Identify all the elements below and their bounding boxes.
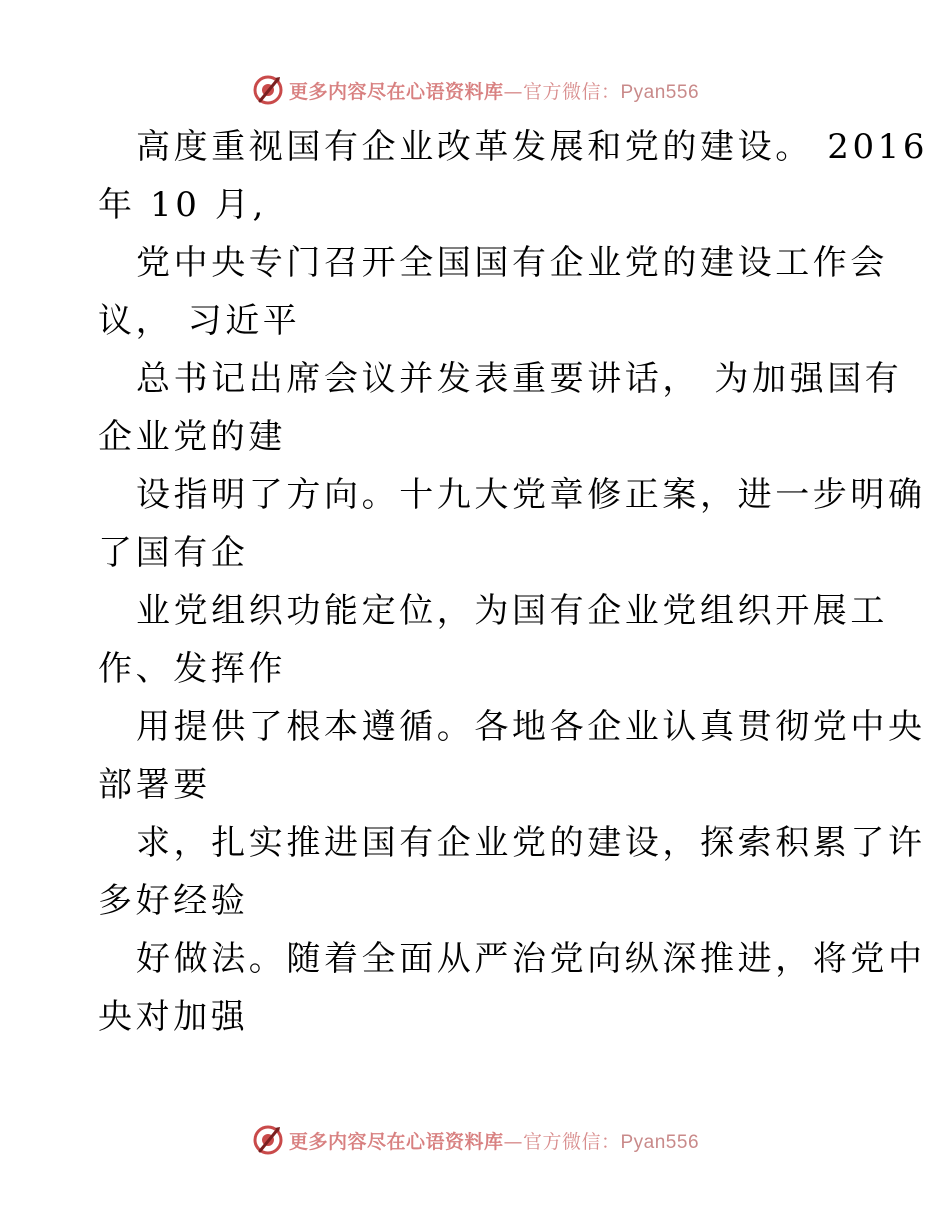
pen-logo-icon [251,1123,285,1157]
text-line-11: 用提供了根本遵循。各地各企业认真贯彻党中央 [136,707,926,747]
header-watermark-text [289,77,699,104]
footer-watermark [0,1120,950,1160]
text-line-5: 总书记出席会议并发表重要讲话， 为加强国有 [136,359,903,399]
text-line-9: 业党组织功能定位，为国有企业党组织开展工 [136,591,888,631]
watermark-brand: 更多内容尽在心语资料库 [288,80,504,103]
document-body [98,118,929,1046]
text-line-12: 部署要 [98,765,211,805]
text-line-10: 作、发挥作 [98,649,286,689]
watermark-official: 官方微信： [522,1130,621,1153]
text-line-4: 议， 习近平 [98,301,301,341]
text-line-16: 央对加强 [98,997,249,1037]
pen-logo-icon [251,73,285,107]
text-line-15: 好做法。随着全面从严治党向纵深推进，将党中 [136,939,926,979]
watermark-separator: — [503,1130,523,1153]
header-watermark [0,70,950,110]
text-line-2: 年 10 月, [98,185,267,225]
text-line-7: 设指明了方向。十九大党章修正案，进一步明确 [136,475,926,515]
watermark-handle: Pyan556 [620,81,700,103]
watermark-separator: — [503,80,523,103]
footer-watermark-text [289,1127,699,1154]
text-line-8: 了国有企 [98,533,249,573]
watermark-official: 官方微信： [522,80,621,103]
watermark-brand: 更多内容尽在心语资料库 [288,1130,504,1153]
text-line-13: 求，扎实推进国有企业党的建设，探索积累了许 [136,823,926,863]
watermark-handle: Pyan556 [620,1131,700,1153]
text-line-3: 党中央专门召开全国国有企业党的建设工作会 [136,243,888,283]
text-line-14: 多好经验 [98,881,249,921]
text-line-1: 高度重视国有企业改革发展和党的建设。 2016 [136,127,929,167]
text-line-6: 企业党的建 [98,417,286,457]
